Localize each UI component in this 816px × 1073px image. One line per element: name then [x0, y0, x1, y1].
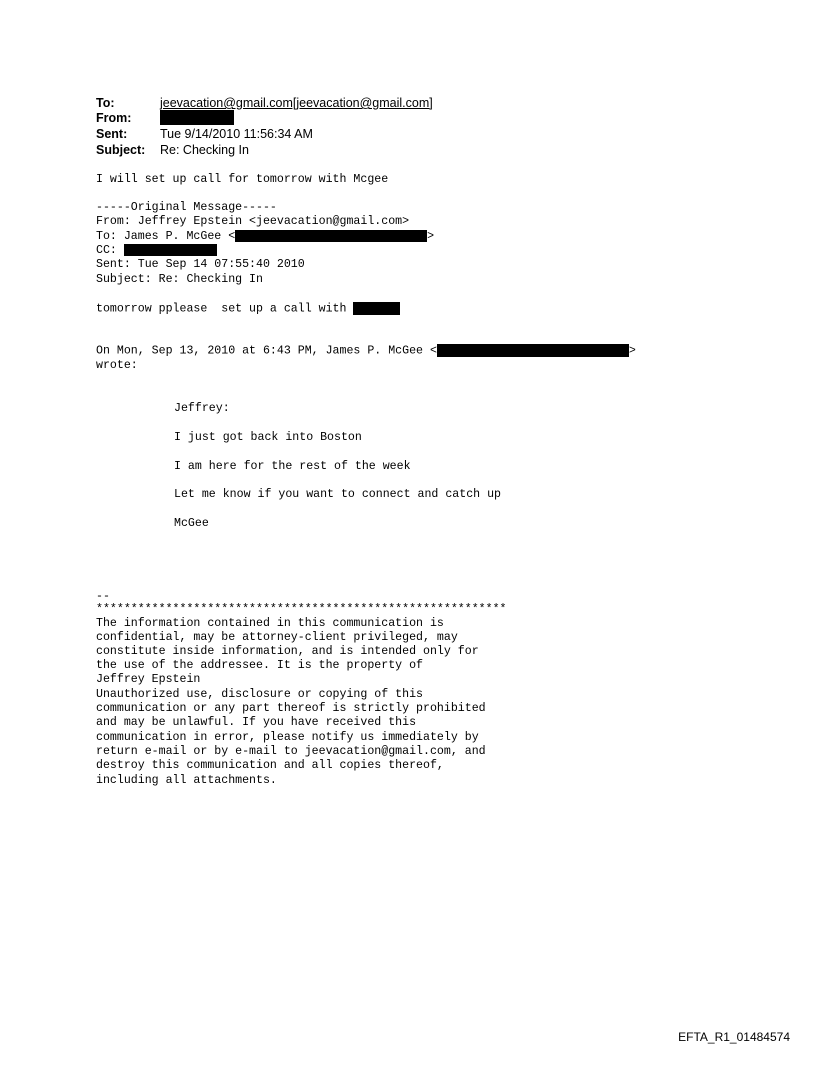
original-to-suffix: >: [427, 230, 435, 244]
document-id: EFTA_R1_01484574: [678, 1030, 790, 1044]
disclaimer-line: communication in error, please notify us immediately by: [96, 731, 479, 744]
disclaimer-line: communication or any part thereof is strictly prohibited: [96, 702, 486, 715]
sent-value: Tue 9/14/2010 11:56:34 AM: [160, 127, 313, 141]
quoted-line: Jeffrey:: [174, 402, 230, 415]
disclaimer-line: Jeffrey Epstein: [96, 673, 201, 686]
disclaimer-line: constitute inside information, and is intended only for: [96, 645, 479, 658]
original-body-redaction: [353, 302, 400, 315]
disclaimer-line: The information contained in this communication is: [96, 617, 444, 630]
sent-label: Sent:: [96, 127, 128, 141]
disclaimer-line: and may be unlawful. If you have received this: [96, 716, 417, 729]
disclaimer-line: Unauthorized use, disclosure or copying of this: [96, 688, 423, 701]
original-body: [96, 302, 400, 317]
original-to: [96, 230, 434, 244]
disclaimer-line: confidential, may be attorney-client privileged, may: [96, 631, 458, 644]
quoted-wrote: wrote:: [96, 359, 138, 372]
quoted-line: Let me know if you want to connect and catch up: [174, 488, 501, 501]
original-from: From: Jeffrey Epstein <jeevacation@gmail.com>: [96, 215, 410, 228]
original-to-prefix: To: James P. McGee <: [96, 230, 236, 244]
original-cc-label: CC:: [96, 244, 117, 258]
to-label: To:: [96, 96, 115, 110]
subject-value: Re: Checking In: [160, 143, 249, 157]
disclaimer-line: return e-mail or by e-mail to jeevacation@gmail.com, and: [96, 745, 486, 758]
disclaimer-line: destroy this communication and all copies thereof,: [96, 759, 444, 772]
disclaimer-stars: ***********************************************************: [96, 603, 507, 616]
quoted-line: McGee: [174, 517, 209, 530]
quoted-attribution: [96, 344, 636, 359]
original-cc: [96, 244, 217, 258]
disclaimer-dash: --: [96, 590, 110, 603]
quoted-line: I am here for the rest of the week: [174, 460, 411, 473]
original-to-redaction: [235, 230, 427, 242]
from-redaction: [160, 110, 234, 125]
subject-label: Subject:: [96, 143, 146, 157]
disclaimer-line: including all attachments.: [96, 774, 277, 787]
original-body-text: tomorrow pplease set up a call with: [96, 302, 354, 316]
disclaimer-line: the use of the addressee. It is the property of: [96, 659, 423, 672]
quoted-line: I just got back into Boston: [174, 431, 362, 444]
quoted-attribution-redaction: [437, 344, 629, 357]
quoted-attribution-prefix: On Mon, Sep 13, 2010 at 6:43 PM, James P. McGee <: [96, 344, 437, 358]
original-sent: Sent: Tue Sep 14 07:55:40 2010: [96, 258, 305, 271]
original-separator: -----Original Message-----: [96, 201, 277, 214]
original-cc-redaction: [124, 244, 217, 256]
from-label: From:: [96, 111, 132, 125]
original-subject: Subject: Re: Checking In: [96, 273, 263, 286]
to-value[interactable]: jeevacation@gmail.com[jeevacation@gmail.com]: [160, 96, 433, 110]
quoted-attribution-suffix: >: [628, 344, 636, 358]
reply-body: I will set up call for tomorrow with Mcgee: [96, 173, 389, 186]
